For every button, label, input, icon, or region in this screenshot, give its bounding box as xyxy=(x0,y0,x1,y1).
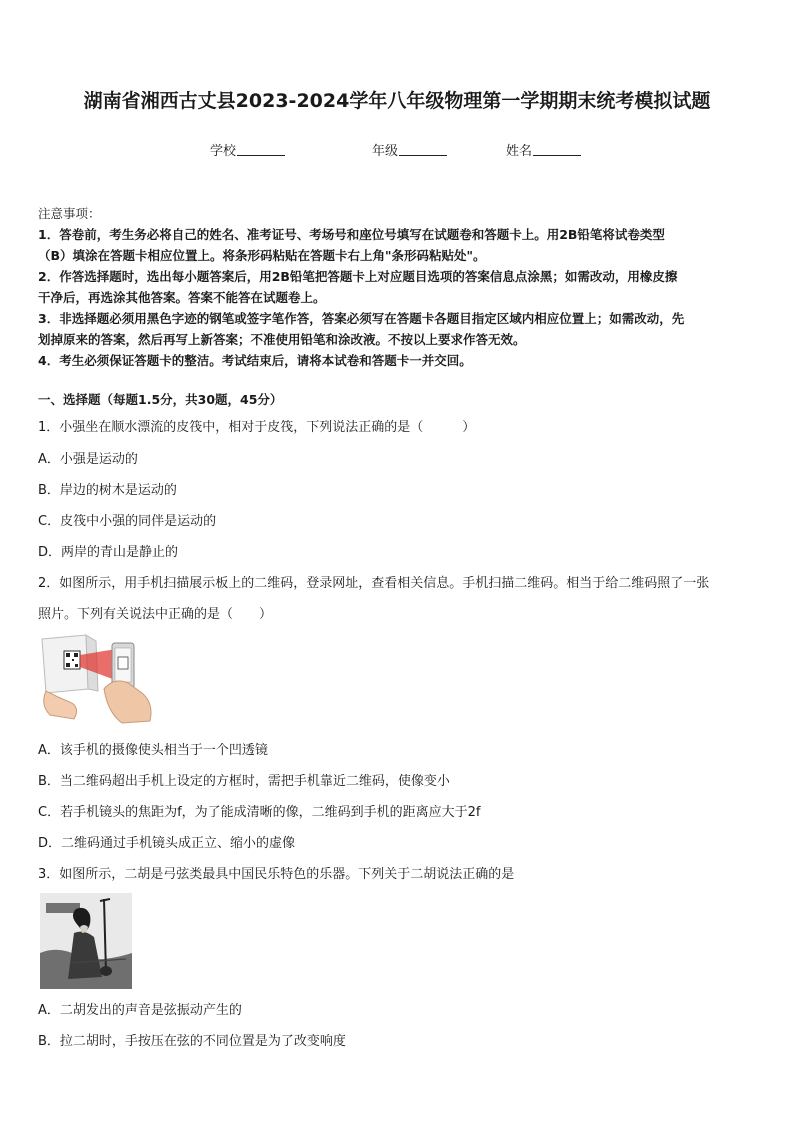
grade-field[interactable]: 年级 xyxy=(372,140,447,159)
erhu-figure xyxy=(40,893,132,989)
q3-stem: 3．如图所示，二胡是弓弦类最具中国民乐特色的乐器。下列关于二胡说法正确的是 xyxy=(38,867,515,882)
q2-stem-cont: 照片。下列有关说法中正确的是（ ） xyxy=(38,607,273,622)
note-line: （B）填涂在答题卡相应位置上。将条形码粘贴在答题卡右上角"条形码粘贴处"。 xyxy=(38,248,486,263)
note-line: 划掉原来的答案，然后再写上新答案；不准使用铅笔和涂改液。不按以上要求作答无效。 xyxy=(38,332,526,347)
note-line: 2．作答选择题时，选出每小题答案后，用2B铅笔把答题卡上对应题目选项的答案信息点涂黑；如需改动，用橡皮擦 xyxy=(38,269,678,284)
qr-scan-illustration xyxy=(38,633,158,725)
q1-option-b[interactable]: B．岸边的树木是运动的 xyxy=(38,483,177,498)
erhu-illustration xyxy=(40,893,132,989)
q3-option-b[interactable]: B．拉二胡时，手按压在弦的不同位置是为了改变响度 xyxy=(38,1034,346,1049)
name-field[interactable]: 姓名 xyxy=(506,140,581,159)
q1-option-c[interactable]: C．皮筏中小强的同伴是运动的 xyxy=(38,514,217,529)
page-title: 湖南省湘西古丈县2023-2024学年八年级物理第一学期期末统考模拟试题 xyxy=(83,90,711,112)
name-blank[interactable] xyxy=(533,143,581,156)
notes-block xyxy=(38,203,760,371)
note-line: 1．答卷前，考生务必将自己的姓名、准考证号、考场号和座位号填写在试题卷和答题卡上。用2B铅笔将试卷类型 xyxy=(38,227,665,242)
section-heading: 一、选择题（每题1.5分，共30题，45分） xyxy=(38,392,283,407)
q1-option-d[interactable]: D．两岸的青山是静止的 xyxy=(38,545,179,560)
q1-option-a[interactable]: A．小强是运动的 xyxy=(38,452,138,467)
notes-heading: 注意事项： xyxy=(38,206,101,221)
q2-stem: 2．如图所示，用手机扫描展示板上的二维码，登录网址，查看相关信息。手机扫描二维码。相当于给二维码照了一张 xyxy=(38,576,710,591)
note-line: 4．考生必须保证答题卡的整洁。考试结束后，请将本试卷和答题卡一并交回。 xyxy=(38,353,472,368)
q2-option-b[interactable]: B．当二维码超出手机上设定的方框时，需把手机靠近二维码，使像变小 xyxy=(38,774,450,789)
q2-option-a[interactable]: A．该手机的摄像使头相当于一个凹透镜 xyxy=(38,743,268,758)
q1-stem: 1．小强坐在顺水漂流的皮筏中，相对于皮筏，下列说法正确的是（ ） xyxy=(38,420,476,435)
qr-scan-figure xyxy=(38,633,158,725)
school-field[interactable]: 学校 xyxy=(210,140,285,159)
q2-option-d[interactable]: D．二维码通过手机镜头成正立、缩小的虚像 xyxy=(38,836,296,851)
school-blank[interactable] xyxy=(237,143,285,156)
q2-option-c[interactable]: C．若手机镜头的焦距为f，为了能成清晰的像，二维码到手机的距离应大于2f xyxy=(38,805,481,820)
note-line: 干净后，再选涂其他答案。答案不能答在试题卷上。 xyxy=(38,290,326,305)
note-line: 3．非选择题必须用黑色字迹的钢笔或签字笔作答，答案必须写在答题卡各题目指定区域内相应位置上；如需改动，先 xyxy=(38,311,685,326)
erhu-body xyxy=(100,966,112,976)
grade-blank[interactable] xyxy=(399,143,447,156)
q3-option-a[interactable]: A．二胡发出的声音是弦振动产生的 xyxy=(38,1003,242,1018)
hand-icon xyxy=(104,681,151,723)
